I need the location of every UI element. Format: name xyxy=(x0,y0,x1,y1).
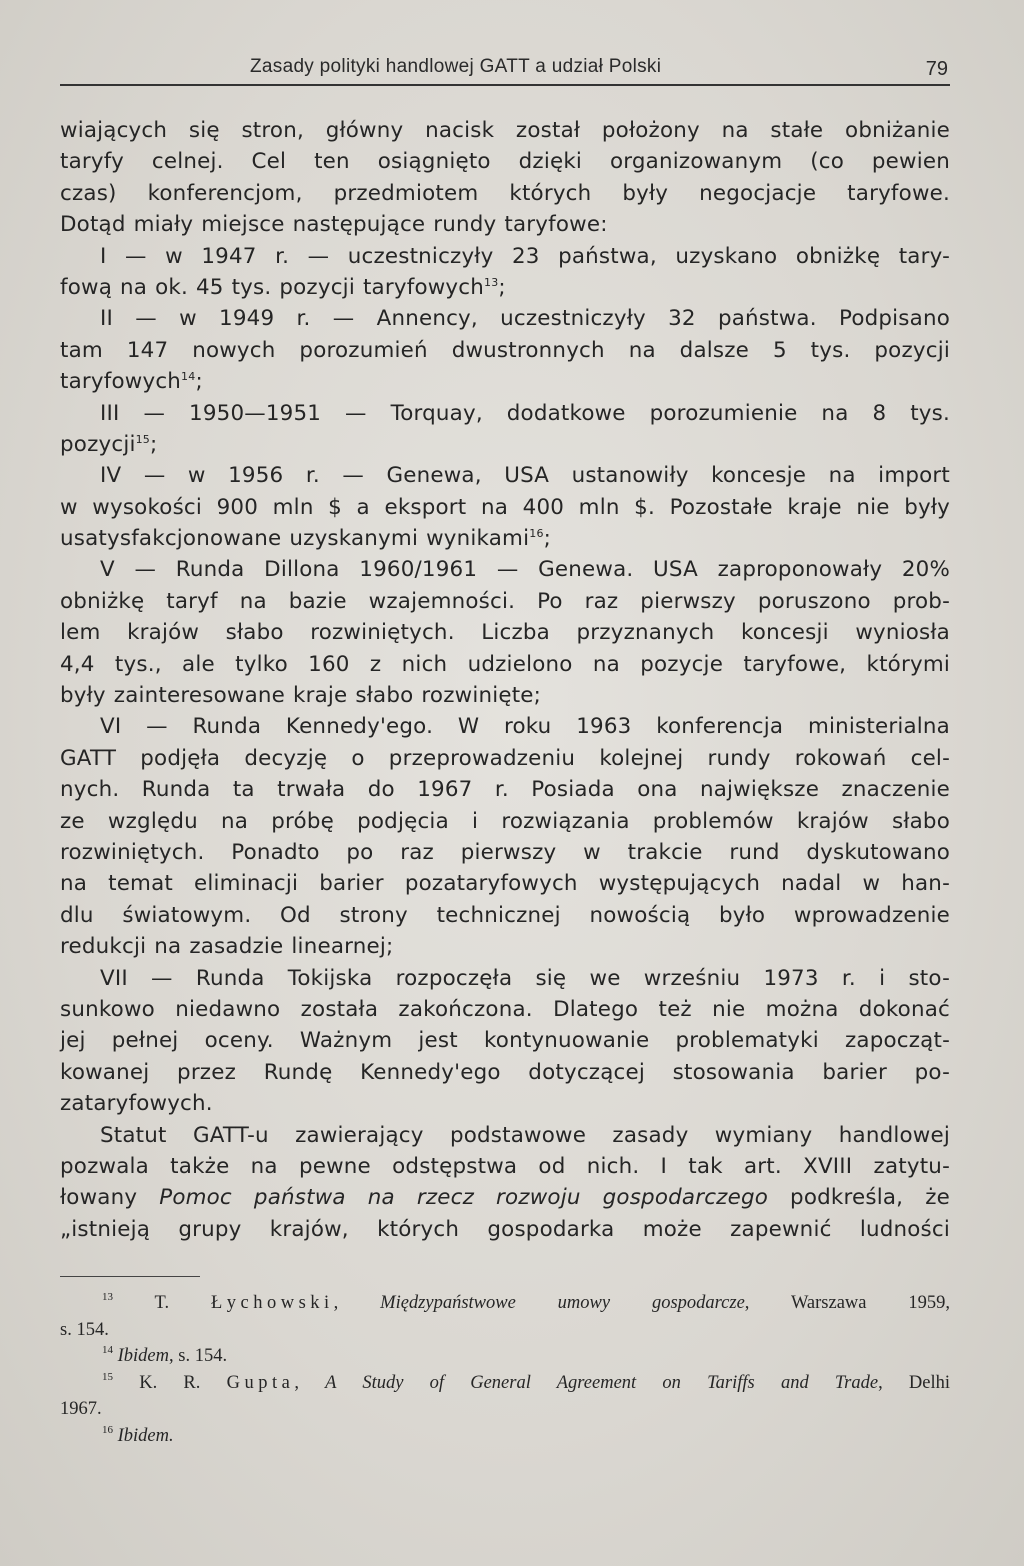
footnotes xyxy=(60,1290,950,1449)
text-line: „istnieją grupy krajów, których gospodarka może zapewnić ludności xyxy=(60,1216,950,1242)
footnote-15-cont: 1967. xyxy=(60,1399,102,1419)
text-line: pozwala także na pewne odstępstwa od nich. I tak art. XVIII zatytu- xyxy=(60,1153,950,1179)
running-title: Zasady polityki handlowej GATT a udział Polski xyxy=(250,56,662,77)
footnote-13-cont: s. 154. xyxy=(60,1319,109,1340)
list-item-round-2: II — w 1949 r. — Annency, uczestniczyły 32 państwa. Podpisano xyxy=(100,306,950,332)
footnote-13: $^{13}$ T. Łychowski, Międzypaństwowe umowy gospodarcze, Warszawa 1959, xyxy=(102,1291,950,1313)
text-line: nych. Runda ta trwała do 1967 r. Posiada ona największe znaczenie xyxy=(60,777,950,803)
footnote-ref-14: 14 xyxy=(181,370,196,384)
text-line: sunkowo niedawno została zakończona. Dlatego też nie można dokonać xyxy=(60,996,950,1022)
text-line: ze względu na próbę podjęcia i rozwiązania problemów krajów słabo xyxy=(60,808,950,834)
list-item-round-1: I — w 1947 r. — uczestniczyły 23 państwa, uzyskano obniżkę tary- xyxy=(100,243,950,269)
list-item-round-6: VI — Runda Kennedy'ego. W roku 1963 konferencja ministerialna xyxy=(100,714,950,740)
text-line: czas) konferencjom, przedmiotem których były negocjacje taryfowe. xyxy=(60,180,950,206)
text-line: dlu światowym. Od strony technicznej nowością było wprowadzenie xyxy=(60,902,950,928)
text-line: 4,4 tys., ale tylko 160 z nich udzielono na pozycje taryfowe, którymi xyxy=(60,651,950,677)
text-line: łowany Pomoc państwa na rzecz rozwoju gospodarczego podkreśla, że xyxy=(60,1185,950,1211)
footnote-divider xyxy=(60,1276,200,1277)
text-line: Dotąd miały miejsce następujące rundy taryfowe: xyxy=(60,212,608,238)
article-title: Pomoc państwa na rzecz rozwoju gospodarczego xyxy=(159,1185,769,1211)
text-line: usatysfakcjonowane uzyskanymi wynikami$^{16}$; xyxy=(60,526,552,552)
text-line: zataryfowych. xyxy=(60,1091,213,1117)
text-line: na temat eliminacji barier pozataryfowych występujących nadal w han- xyxy=(60,871,950,897)
paragraph-statut: Statut GATT-u zawierający podstawowe zasady wymiany handlowej xyxy=(100,1122,950,1148)
text-line: pozycji$^{15}$; xyxy=(60,431,158,457)
text-line: taryfowych$^{14}$; xyxy=(60,369,203,395)
list-item-round-7: VII — Runda Tokijska rozpoczęła się we wrześniu 1973 r. i sto- xyxy=(100,965,950,991)
text-line: tam 147 nowych porozumień dwustronnych na dalsze 5 tys. pozycji xyxy=(60,337,950,363)
text-line: lem krajów słabo rozwiniętych. Liczba przyznanych koncesji wyniosła xyxy=(60,620,950,646)
footnote-16: $^{16}$ Ibidem. xyxy=(102,1423,174,1446)
text-line: wiających się stron, główny nacisk został położony na stałe obniżanie xyxy=(60,118,950,143)
text-line: taryfy celnej. Cel ten osiągnięto dzięki organizowanym (co pewien xyxy=(60,149,950,175)
footnote-ref-15: 15 xyxy=(135,432,151,446)
text-line: GATT podjęła decyzję o przeprowadzeniu kolejnej rundy rokowań cel- xyxy=(60,745,950,771)
running-header xyxy=(60,50,950,86)
text-line: fową na ok. 45 tys. pozycji taryfowych$^{13}$; xyxy=(60,274,506,300)
text-line: jej pełnej oceny. Ważnym jest kontynuowanie problematyki zapocząt- xyxy=(60,1028,950,1054)
footnote-14: $^{14}$ Ibidem, s. 154. xyxy=(102,1344,228,1366)
text-line: w wysokości 900 mln $ a eksport na 400 mln $. Pozostałe kraje nie były xyxy=(60,494,950,520)
text-line: kowanej przez Rundę Kennedy'ego dotyczącej stosowania barier po- xyxy=(60,1059,950,1085)
page-number: 79 xyxy=(925,58,948,80)
text-line: rozwiniętych. Ponadto po raz pierwszy w trakcie rund dyskutowano xyxy=(60,839,950,865)
body-text xyxy=(60,115,950,1245)
text-line: obniżkę taryf na bazie wzajemności. Po raz pierwszy poruszono prob- xyxy=(60,588,950,614)
footnote-ref-16: 16 xyxy=(529,527,544,541)
footnote-15: $^{15}$ K. R. Gupta, A Study of General Agreement on Tariffs and Trade, Delhi xyxy=(102,1370,951,1393)
list-item-round-3: III — 1950—1951 — Torquay, dodatkowe porozumienie na 8 tys. xyxy=(100,400,950,426)
footnote-ref-13: 13 xyxy=(484,275,499,289)
list-item-round-5: V — Runda Dillona 1960/1961 — Genewa. USA zaproponowały 20% xyxy=(100,557,950,583)
text-line: były zainteresowane kraje słabo rozwinięte; xyxy=(60,683,542,709)
list-item-round-4: IV — w 1956 r. — Genewa, USA ustanowiły koncesje na import xyxy=(100,463,950,489)
text-line: redukcji na zasadzie linearnej; xyxy=(60,934,394,960)
